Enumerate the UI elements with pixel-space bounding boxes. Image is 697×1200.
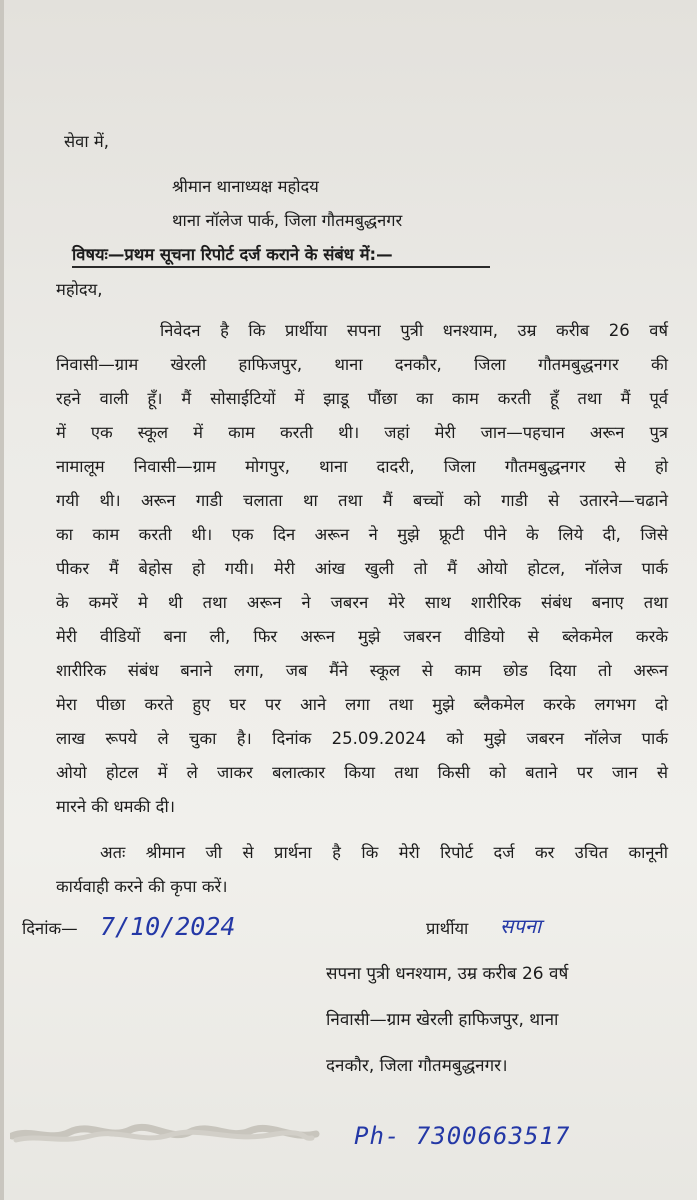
body-line: मेरी वीडियों बना ली, फिर अरून मुझे जबरन वीडियो से ब्लेकमेल करके (56, 627, 668, 646)
request-line-last: कार्यवाही करने की कृपा करें। (56, 877, 228, 896)
recipient-address: थाना नॉलेज पार्क, जिला गौतमबुद्धनगर (172, 211, 403, 230)
body-line: पीकर मैं बेहोस हो गयी। मेरी आंख खुली तो मैं ओयो होटल, नॉलेज पार्क (56, 559, 668, 578)
body-line: का काम करती थी। एक दिन अरून ने मुझे फ्रूटी पीने के लिये दी, जिसे (56, 525, 668, 544)
body-line: शारीरिक संबंध बनाने लगा, जब मैंने स्कूल से काम छोड दिया तो अरून (56, 661, 668, 680)
applicant-address-line: सपना पुत्री धनश्याम, उम्र करीब 26 वर्ष (326, 964, 569, 984)
subject-underline (72, 266, 490, 268)
body-line: निवेदन है कि प्रार्थीया सपना पुत्री धनश्याम, उम्र करीब 26 वर्ष (160, 321, 668, 340)
body-line: मेरा पीछा करते हुए घर पर आने लगा तथा मुझे ब्लैकमेल करके लगभग दो (56, 695, 668, 714)
handwritten-date: 7/10/2024 (100, 912, 236, 941)
subject-line: विषयः—प्रथम सूचना रिपोर्ट दर्ज कराने के संबंध में:— (72, 245, 393, 264)
redaction-scribble (10, 1120, 320, 1148)
date-label: दिनांक— (22, 919, 78, 938)
body-line: के कमरें मे थी तथा अरून ने जबरन मेरे साथ शारीरिक संबंध बनाए तथा (56, 593, 668, 612)
body-line: रहने वाली हूँ। मैं सोसाईटियों में झाडू पौंछा का काम करती हूँ तथा मैं पूर्व (56, 389, 668, 408)
body-line: निवासी—ग्राम खेरली हाफिजपुर, थाना दनकौर, जिला गौतमबुद्धनगर की (56, 355, 668, 374)
body-line: में एक स्कूल में काम करती थी। जहां मेरी जान—पहचान अरून पुत्र (56, 423, 668, 442)
handwritten-phone: Ph- 7300663517 (354, 1122, 571, 1150)
body-line-last: मारने की धमकी दी। (56, 797, 175, 816)
applicant-label: प्रार्थीया (426, 919, 469, 938)
salutation: सेवा में, (64, 132, 109, 151)
body-line: लाख रूपये ले चुका है। दिनांक 25.09.2024 को मुझे जबरन नॉलेज पार्क (56, 729, 668, 748)
body-line: ओयो होटल में ले जाकर बलात्कार किया तथा किसी को बताने पर जान से (56, 763, 668, 782)
body-line: नामालूम निवासी—ग्राम मोगपुर, थाना दादरी, जिला गौतमबुद्धनगर से हो (56, 457, 668, 476)
page-fold-shadow (0, 0, 4, 1200)
body-line: गयी थी। अरून गाडी चलाता था तथा मैं बच्चों को गाडी से उतारने—चढाने (56, 491, 668, 510)
applicant-signature: सपना (500, 914, 542, 938)
recipient-title: श्रीमान थानाध्यक्ष महोदय (172, 177, 319, 196)
applicant-address-line: निवासी—ग्राम खेरली हाफिजपुर, थाना (326, 1010, 559, 1030)
request-line: अतः श्रीमान जी से प्रार्थना है कि मेरी रिपोर्ट दर्ज कर उचित कानूनी (100, 843, 668, 862)
greeting: महोदय, (56, 280, 103, 299)
applicant-address-line: दनकौर, जिला गौतमबुद्धनगर। (326, 1056, 508, 1076)
